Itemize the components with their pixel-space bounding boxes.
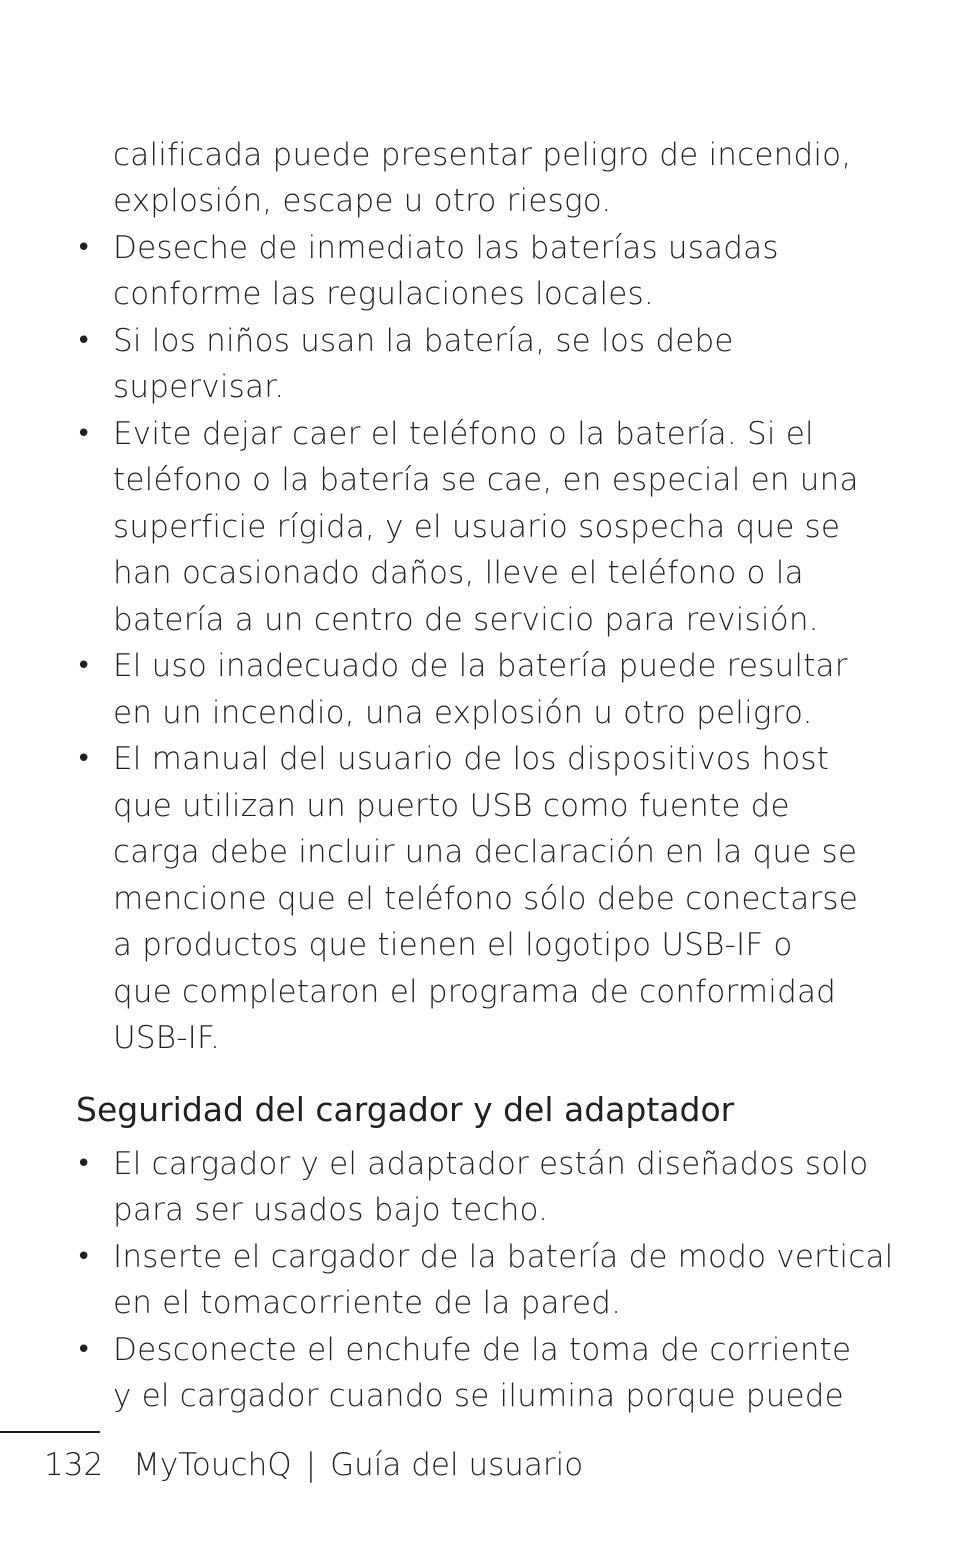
- text-line: explosión, escape u otro riesgo.: [113, 183, 612, 219]
- text-line: Si los niños usan la batería, se los debe: [113, 323, 734, 359]
- text-line: han ocasionado daños, lleve el teléfono o la: [113, 555, 804, 591]
- text-line: que utilizan un puerto USB como fuente de: [113, 788, 790, 824]
- text-line: USB-IF.: [113, 1020, 221, 1056]
- bullet-marker: •: [76, 233, 92, 263]
- guide-title: Guía del usuario: [330, 1447, 584, 1483]
- bullet-marker: •: [76, 419, 92, 449]
- bullet-marker: •: [76, 1242, 92, 1272]
- text-line: carga debe incluir una declaración en la que se: [113, 834, 858, 870]
- text-line: que completaron el programa de conformidad: [113, 974, 837, 1010]
- text-line: en un incendio, una explosión u otro peligro.: [113, 695, 813, 731]
- text-line: Evite dejar caer el teléfono o la batería. Si el: [113, 416, 814, 452]
- page-footer: [44, 1442, 583, 1488]
- text-line: teléfono o la batería se cae, en especial en una: [113, 462, 859, 498]
- text-line: Deseche de inmediato las baterías usadas: [113, 230, 779, 266]
- footer-separator: |: [305, 1447, 317, 1483]
- bullet-marker: •: [76, 326, 92, 356]
- text-line: supervisar.: [113, 369, 285, 405]
- text-line: batería a un centro de servicio para revisión.: [113, 602, 819, 638]
- text-line: Inserte el cargador de la batería de modo vertical: [113, 1239, 894, 1275]
- bullet-marker: •: [76, 1335, 92, 1365]
- product-name: MyTouchQ: [133, 1447, 292, 1483]
- text-line: en el tomacorriente de la pared.: [113, 1285, 622, 1321]
- text-line: superficie rígida, y el usuario sospecha que se: [113, 509, 841, 545]
- bullet-marker: •: [76, 744, 92, 774]
- text-line: para ser usados bajo techo.: [113, 1192, 549, 1228]
- section-heading: Seguridad del cargador y del adaptador: [76, 1090, 735, 1129]
- bullet-marker: •: [76, 651, 92, 681]
- text-line: conforme las regulaciones locales.: [113, 276, 654, 312]
- text-line: mencione que el teléfono sólo debe conectarse: [113, 881, 858, 917]
- text-line: El manual del usuario de los dispositivos host: [113, 741, 830, 777]
- text-line: a productos que tienen el logotipo USB-IF o: [113, 927, 793, 963]
- text-line: El uso inadecuado de la batería puede resultar: [113, 648, 848, 684]
- bullet-marker: •: [76, 1149, 92, 1179]
- page-number: 132: [44, 1447, 104, 1483]
- text-line: El cargador y el adaptador están diseñados solo: [113, 1146, 869, 1182]
- footer-rule: [0, 1431, 100, 1433]
- text-line: calificada puede presentar peligro de incendio,: [113, 137, 852, 173]
- text-line: Desconecte el enchufe de la toma de corriente: [113, 1332, 852, 1368]
- text-line: y el cargador cuando se ilumina porque puede: [113, 1378, 844, 1414]
